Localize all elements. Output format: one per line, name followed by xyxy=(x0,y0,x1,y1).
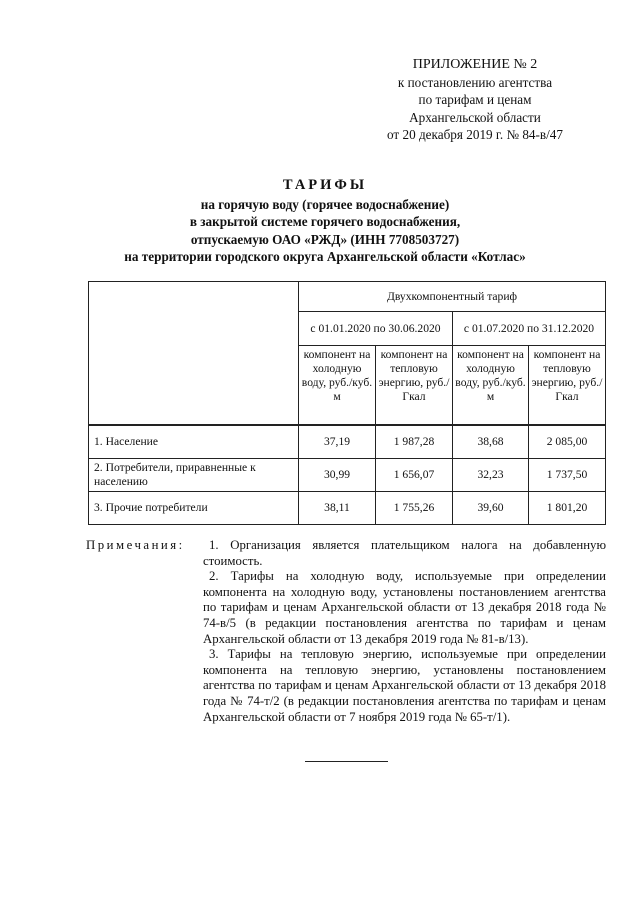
appendix-block xyxy=(350,56,600,144)
row-value: 2 085,00 xyxy=(529,425,606,459)
notes-label: Примечания: xyxy=(86,538,185,552)
component-header: компонент на тепловую энергию, руб./Гкал xyxy=(376,346,453,426)
note-item: 1. Организация является плательщиком налога на добавленную стоимость. xyxy=(203,538,606,568)
note-item: 2. Тарифы на холодную воду, используемые при определении компонента на холодную воду, установлены постановлением агентства по тарифам и ценам Архангельской области от 13 декабря 2018 года № 74-в/5 (в редакции постановления агентства по тарифам и ценам Архангельской области от 13 декабря 2019 года № 81-в/13). xyxy=(203,569,606,646)
appendix-line: к постановлению агентства xyxy=(397,74,553,90)
row-value: 38,11 xyxy=(299,492,376,525)
component-header: компонент на тепловую энергию, руб./Гкал xyxy=(529,346,606,426)
table-row xyxy=(89,492,606,525)
appendix-title: ПРИЛОЖЕНИЕ № 2 xyxy=(412,57,538,72)
appendix-line: по тарифам и ценам xyxy=(418,92,532,107)
table-row xyxy=(89,425,606,459)
title-line: отпускаемую ОАО «РЖД» (ИНН 7708503727) xyxy=(190,231,460,247)
component-header: компонент на холодную воду, руб./куб. м xyxy=(299,346,376,426)
title-line: на территории городского округа Архангельской области «Котлас» xyxy=(124,249,526,264)
row-value: 32,23 xyxy=(453,459,529,492)
row-value: 1 656,07 xyxy=(376,459,453,492)
component-header: компонент на холодную воду, руб./куб. м xyxy=(453,346,529,426)
row-value: 30,99 xyxy=(299,459,376,492)
appendix-date: от 20 декабря 2019 г. № 84-в/47 xyxy=(387,127,563,142)
row-value: 1 737,50 xyxy=(529,459,606,492)
row-value: 1 987,28 xyxy=(376,425,453,459)
document-title xyxy=(60,177,590,266)
row-value: 38,68 xyxy=(453,425,529,459)
title-heading: ТАРИФЫ xyxy=(282,177,368,193)
note-item: 3. Тарифы на тепловую энергию, используемые при определении компонента на тепловую энергию, установлены постановлением агентства по тарифам и ценам Архангельской области от 13 декабря 2018 года № 74-т/2 (в редакции постановления агентства по тарифам и ценам Архангельской области от 7 ноября 2019 года № 65-т/1). xyxy=(203,647,606,724)
row-value: 1 801,20 xyxy=(529,492,606,525)
title-line: на горячую воду (горячее водоснабжение) xyxy=(200,196,450,212)
row-value: 37,19 xyxy=(299,425,376,459)
row-value: 1 755,26 xyxy=(376,492,453,525)
table-row xyxy=(89,459,606,492)
table-corner-cell xyxy=(89,282,299,426)
row-category: 2. Потребители, приравненные к населению xyxy=(89,459,299,492)
row-category: 3. Прочие потребители xyxy=(89,492,299,525)
table-header: Двухкомпонентный тариф xyxy=(299,282,606,312)
tariff-table xyxy=(88,281,606,525)
end-separator-line xyxy=(305,761,388,762)
row-value: 39,60 xyxy=(453,492,529,525)
title-line: в закрытой системе горячего водоснабжения, xyxy=(189,214,461,229)
appendix-line: Архангельской области xyxy=(409,109,541,125)
period-header: с 01.01.2020 по 30.06.2020 xyxy=(299,312,453,346)
notes-list xyxy=(203,538,606,725)
period-header: с 01.07.2020 по 31.12.2020 xyxy=(453,312,606,346)
row-category: 1. Население xyxy=(89,425,299,459)
